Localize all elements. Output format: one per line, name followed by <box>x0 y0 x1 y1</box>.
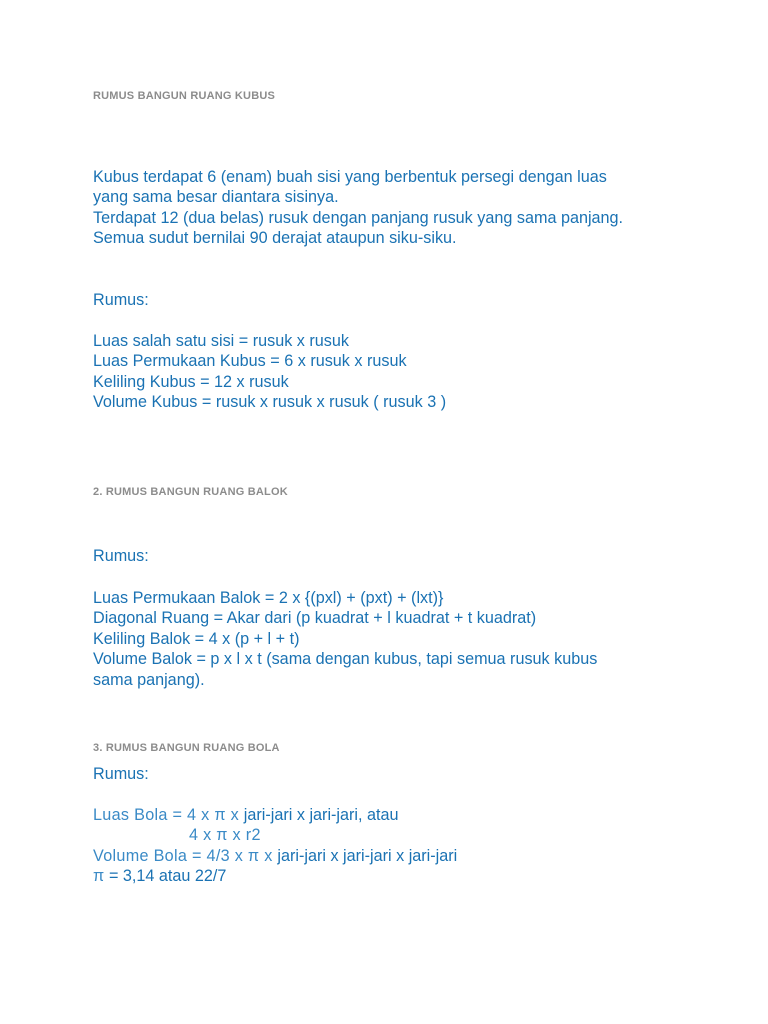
formula-line: Volume Balok = p x l x t (sama dengan kubus, tapi semua rusuk kubus <box>93 650 598 669</box>
volume-bola-prefix: Volume Bola = 4/3 x π x <box>93 846 278 865</box>
luas-bola-prefix: Luas Bola = 4 x π x <box>93 806 244 824</box>
intro-line: yang sama besar diantara sisinya. <box>93 188 339 207</box>
formula-line: Keliling Kubus = 12 x rusuk <box>93 372 289 391</box>
section-heading-bola: 3. RUMUS BANGUN RUANG BOLA <box>93 742 280 754</box>
section-heading-balok: 2. RUMUS BANGUN RUANG BALOK <box>93 486 288 498</box>
formula-line: Volume Kubus = rusuk x rusuk x rusuk ( rusuk 3 ) <box>93 393 447 412</box>
intro-line: Semua sudut bernilai 90 derajat ataupun siku-siku. <box>93 229 457 248</box>
rumus-label-bola: Rumus: <box>93 765 149 783</box>
formula-line: Diagonal Ruang = Akar dari (p kuadrat + l kuadrat + t kuadrat) <box>93 609 537 628</box>
formula-line: Luas Permukaan Balok = 2 x {(pxl) + (pxt) + (lxt)} <box>93 589 444 607</box>
intro-line: Kubus terdapat 6 (enam) buah sisi yang berbentuk persegi dengan luas <box>93 168 607 186</box>
formula-line: Keliling Balok = 4 x (p + l + t) <box>93 629 300 648</box>
volume-bola-suffix: jari-jari x jari-jari x jari-jari <box>277 846 458 865</box>
pi-symbol: π <box>93 867 105 886</box>
intro-line: Terdapat 12 (dua belas) rusuk dengan panjang rusuk yang sama panjang. <box>93 208 624 227</box>
pi-value-line <box>93 866 457 886</box>
formula-line: sama panjang). <box>93 670 205 689</box>
kubus-formula-list <box>93 331 446 413</box>
luas-bola-line <box>93 805 457 825</box>
balok-formula-list <box>93 588 597 690</box>
luas-bola-alt: 4 x π x r2 <box>189 826 261 845</box>
pi-value: = 3,14 atau 22/7 <box>104 867 227 886</box>
kubus-intro-paragraph <box>93 167 623 249</box>
bola-formula-list <box>93 805 457 887</box>
formula-line: Luas Permukaan Kubus = 6 x rusuk x rusuk <box>93 352 407 371</box>
luas-bola-alt-line <box>93 825 457 845</box>
formula-line: Luas salah satu sisi = rusuk x rusuk <box>93 332 349 350</box>
luas-bola-suffix: jari-jari x jari-jari, atau <box>243 806 399 824</box>
section-heading-kubus: RUMUS BANGUN RUANG KUBUS <box>93 90 276 102</box>
rumus-label-balok: Rumus: <box>93 547 149 565</box>
volume-bola-line <box>93 846 457 866</box>
rumus-label-kubus: Rumus: <box>93 291 149 309</box>
